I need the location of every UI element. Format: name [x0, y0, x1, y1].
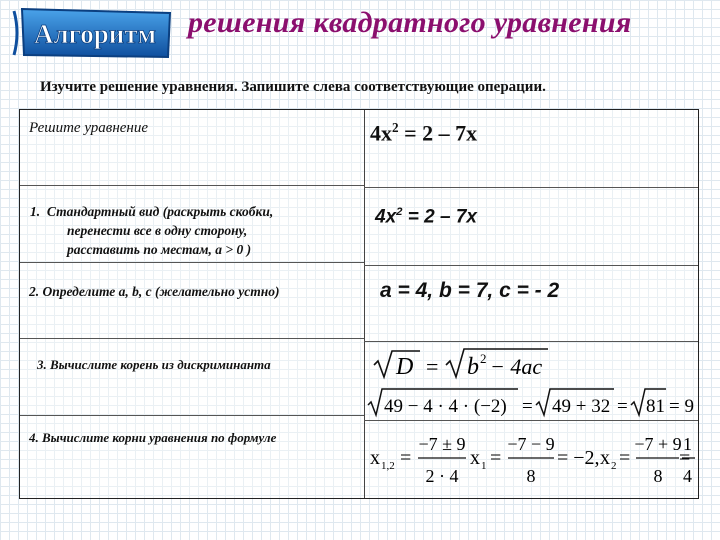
- logo-banner: [10, 5, 180, 60]
- logo-text: Алгоритм: [34, 19, 156, 49]
- calc-eq2: =: [617, 396, 628, 417]
- discriminant-calc: [368, 389, 694, 417]
- row-divider: [364, 420, 698, 421]
- step1-equation: $4x^2 = 2 - 7x$: [375, 206, 477, 228]
- logo-graphic: [10, 5, 180, 60]
- step1-text: 1. Стандартный вид (раскрыть скобки, перенести все в одну сторону, расставить по местам, а > 0 ): [30, 204, 274, 257]
- row-divider: [20, 185, 364, 186]
- f4-num: 1: [683, 434, 692, 454]
- algorithm-table: [19, 109, 699, 499]
- calc-inner3: 81: [646, 396, 665, 417]
- x12-sub: 1,2: [381, 460, 395, 472]
- row-divider: [20, 338, 364, 339]
- step3-formula: [366, 343, 696, 419]
- formula-equals: =: [426, 354, 439, 379]
- row-divider: [364, 341, 698, 342]
- formula-b-exp: 2: [480, 351, 487, 366]
- formula-D: D: [396, 354, 414, 380]
- f2-num: −7 − 9: [507, 434, 555, 454]
- calc-inner: 49 − 4 · 4 · (−2): [384, 396, 507, 417]
- column-divider: [364, 110, 365, 498]
- x2-sub: 2: [611, 460, 617, 472]
- x2-symbol: x: [600, 447, 610, 469]
- f1-den: 2 · 4: [425, 466, 459, 486]
- f3-den: 8: [653, 466, 663, 486]
- step2-label: 2. Определите a, b, c (желательно устно): [29, 284, 280, 299]
- step4-formula: [366, 422, 696, 496]
- x12-eq: =: [400, 447, 412, 469]
- row-divider: [20, 415, 364, 416]
- f1-num: −7 ± 9: [418, 434, 466, 454]
- page-title: решения квадратного уравнения: [188, 6, 632, 39]
- x1-sub: 1: [481, 460, 487, 472]
- x2-eq3: =: [679, 447, 691, 469]
- calc-eq1: =: [522, 396, 533, 417]
- x12-symbol: x: [370, 447, 380, 469]
- x1-symbol: x: [470, 447, 480, 469]
- step2-coefficients: a = 4, b = 7, c = - 2: [380, 279, 560, 302]
- f3-num: −7 + 9: [634, 434, 682, 454]
- calc-result: = 9: [669, 396, 694, 417]
- row-divider: [364, 187, 698, 188]
- discriminant-formula: [374, 349, 548, 380]
- instruction-text: Изучите решение уравнения. Запишите слева соответствующие операции.: [40, 79, 546, 95]
- calc-inner2: 49 + 32: [552, 396, 611, 417]
- x2-eq: =: [619, 447, 631, 469]
- row-divider: [20, 262, 364, 263]
- f2-den: 8: [526, 466, 536, 486]
- formula-rest: − 4ac: [490, 354, 543, 379]
- f4-den: 4: [683, 466, 692, 486]
- step0-equation: $4x^2 = 2 - 7x$: [370, 120, 478, 146]
- x1-result: = −2,: [557, 447, 600, 469]
- step3-label: 3. Вычислите корень из дискриминанта: [37, 357, 271, 372]
- step4-label: 4. Вычислите корни уравнения по формуле: [29, 430, 277, 445]
- x1-eq: =: [490, 447, 502, 469]
- formula-b: b: [467, 354, 479, 380]
- row-divider: [364, 265, 698, 266]
- step0-label: Решите уравнение: [29, 120, 149, 136]
